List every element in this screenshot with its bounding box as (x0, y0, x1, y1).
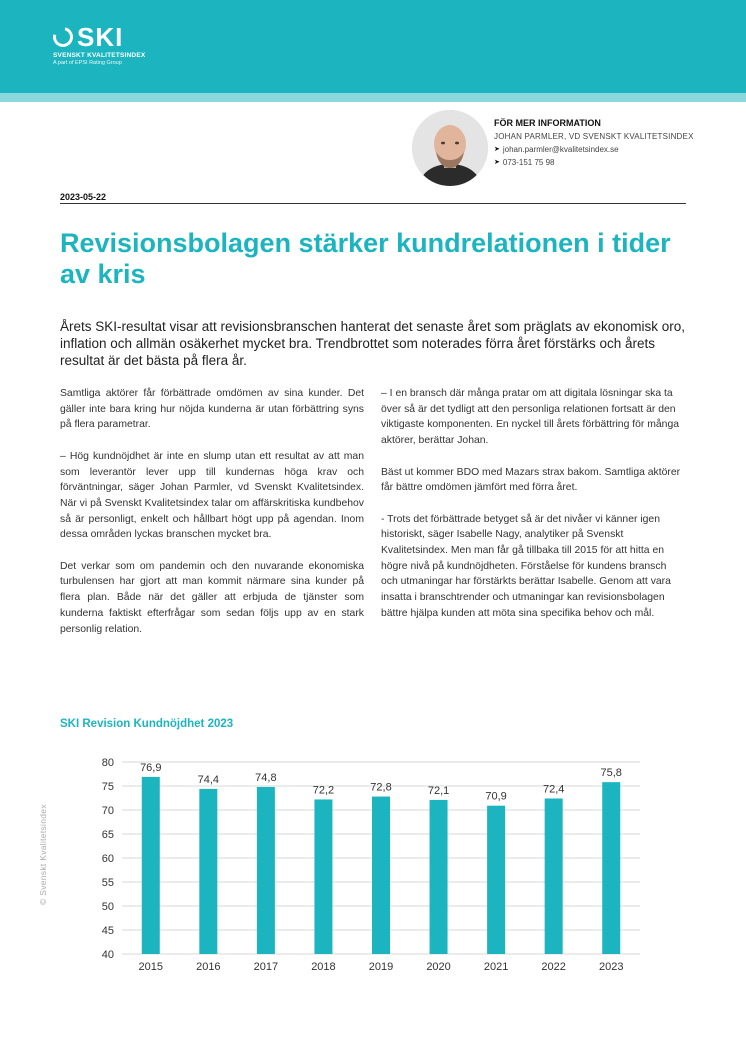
page-title: Revisionsbolagen stärker kundrelationen i tider av kris (60, 228, 671, 289)
x-tick-label: 2018 (311, 961, 336, 973)
logo-subtitle: SVENSKT KVALITETSINDEX (53, 52, 146, 59)
y-tick-label: 40 (101, 949, 114, 961)
data-label: 76,9 (140, 761, 162, 774)
bar (199, 789, 217, 954)
contact-email-row[interactable] (494, 143, 694, 156)
bar (257, 787, 275, 954)
copyright-note: © Svenskt Kvalitetsindex (38, 804, 48, 905)
y-tick-label: 65 (101, 829, 114, 841)
x-tick-label: 2021 (483, 961, 509, 973)
body-paragraph: - Trots det förbättrade betyget så är det nivåer vi känner igen historiskt, säger Isabelle Nagy, analytiker på Svenskt Kvalitetsindex. Men man får gå tillbaka till 2015 för att hitta en högre nivå på kundnöjdheten. Förståelse för kundens bransch och utmaningar har förstärkts berättar Isabelle. Genom att vara insatta i branschtrender och utmaningar kan revisionsbolagen bättre hjälpa kunden att möta sina specifika behov och mål. (381, 513, 671, 619)
data-label: 72,1 (427, 784, 450, 797)
x-tick-label: 2019 (368, 961, 394, 973)
publish-date: 2023-05-22 (60, 192, 107, 202)
y-tick-label: 80 (101, 757, 114, 769)
data-label: 75,8 (600, 767, 622, 780)
ring-icon (49, 23, 76, 50)
person-portrait-icon (412, 110, 488, 186)
body-paragraph: – Hög kundnöjdhet är inte en slump utan ett resultat av att man som leverantör lever upp till kundernas höga krav och förväntningar, säger Johan Parmler, vd Svenskt Kvalitetsindex. När vi på Svenskt Kvalitetsindex talar om affärskritiska kundbehov så är personligt, enkelt och hållbart högt upp på agendan. Inom dessa områden lyckas branschen mycket bra. (60, 450, 364, 541)
logo-wordmark: SKI (77, 22, 124, 52)
y-tick-label: 75 (101, 781, 114, 793)
data-label: 74,8 (255, 771, 277, 784)
bar (372, 797, 390, 954)
y-tick-label: 50 (101, 901, 114, 913)
body-column-left (60, 386, 364, 653)
body-paragraph: Samtliga aktörer får förbättrade omdömen av sina kunder. Det gäller inte bara kring hur nöjda kunderna är utan förbättring syns på flera parametrar. (60, 388, 364, 431)
bar (314, 799, 332, 954)
contact-heading: FÖR MER INFORMATION (494, 118, 601, 128)
y-tick-label: 55 (101, 877, 114, 889)
bar (545, 798, 563, 954)
bar (430, 800, 448, 954)
logo-tagline: A part of EPSI Rating Group (53, 60, 122, 66)
contact-email[interactable]: johan.parmler@kvalitetsindex.se (502, 145, 619, 154)
bar-chart (60, 740, 660, 976)
body-column-right (381, 386, 685, 637)
contact-name: JOHAN PARMLER, VD SVENSKT KVALITETSINDEX (494, 132, 694, 141)
body-paragraph: Det verkar som om pandemin och den nuvarande ekonomiska turbulensen har gjort att man kommit närmare sina kunder på flera plan. Både när det gäller att erbjuda de tjänster som kunderna faktiskt efterfrågar som sedan följs upp av en stark personlig relation. (60, 560, 364, 635)
contact-info (494, 117, 694, 169)
ski-logo (53, 24, 145, 66)
data-label: 72,8 (370, 781, 392, 794)
contact-photo (412, 110, 488, 186)
x-tick-label: 2017 (253, 961, 279, 973)
date-divider (60, 203, 686, 204)
data-label: 70,9 (485, 790, 507, 803)
data-label: 72,2 (312, 784, 335, 797)
lead-paragraph: Årets SKI-resultat visar att revisionsbranschen hanterat det senaste året som präglats av ekonomisk oro, inflation och allmän osäkerhet mycket bra. Trendbrottet som noterades förra året förstärks och årets resultat är det bästa på flera år. (60, 319, 686, 368)
bar (602, 782, 620, 954)
y-tick-label: 45 (101, 925, 114, 937)
header-stripe (0, 93, 746, 102)
y-tick-label: 60 (101, 853, 114, 865)
contact-phone[interactable]: 073-151 75 98 (502, 158, 555, 167)
body-paragraph: Bäst ut kommer BDO med Mazars strax bakom. Samtliga aktörer får bättre omdömen jämfört med förra året. (381, 466, 681, 494)
y-tick-label: 70 (101, 805, 114, 817)
chevron-right-icon: ➤ (494, 146, 500, 153)
x-tick-label: 2023 (598, 961, 624, 973)
bar (487, 806, 505, 954)
chevron-right-icon: ➤ (494, 159, 500, 166)
x-tick-label: 2020 (426, 961, 451, 973)
chart-title: SKI Revision Kundnöjdhet 2023 (60, 718, 234, 730)
x-tick-label: 2015 (138, 961, 164, 973)
x-tick-label: 2022 (541, 961, 566, 973)
bar (142, 777, 160, 954)
data-label: 72,4 (542, 783, 565, 796)
data-label: 74,4 (197, 773, 220, 786)
logo-mark (53, 24, 145, 50)
x-tick-label: 2016 (196, 961, 221, 973)
contact-phone-row[interactable] (494, 156, 694, 169)
body-paragraph: – I en bransch där många pratar om att digitala lösningar ska ta över så är det tydligt att den personliga relationen fortsatt är den viktigaste komponenten. En nyckel till årets förbättring för många aktörer, berättar Johan. (381, 388, 680, 447)
